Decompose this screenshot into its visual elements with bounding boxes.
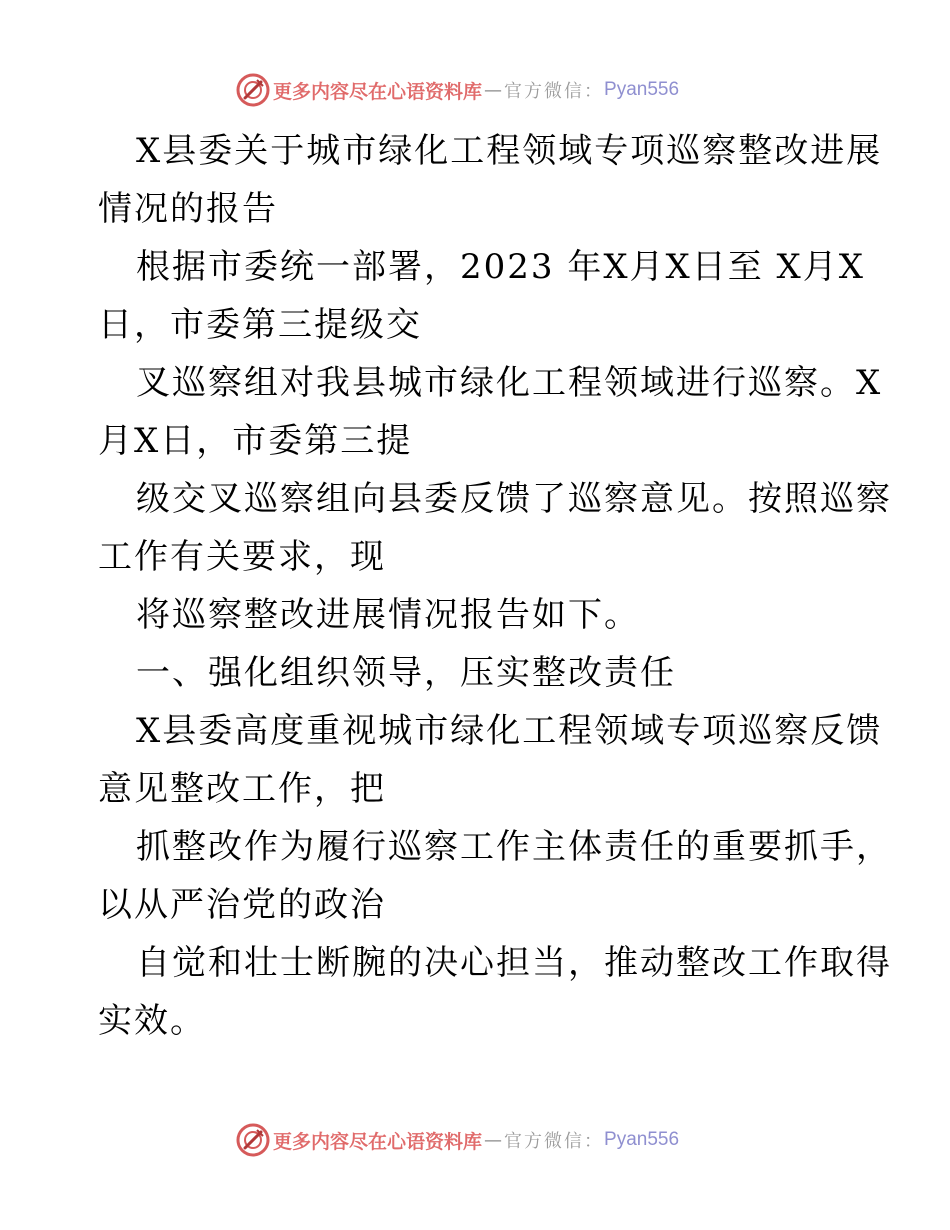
watermark-text: 更多内容尽在心语资料库	[273, 1130, 483, 1153]
watermark-dash: —	[484, 1129, 503, 1151]
paragraph-line: 工作有关要求，现	[98, 537, 386, 577]
watermark-label: 官方微信：	[504, 81, 605, 102]
paragraph-line: 意见整改工作，把	[98, 769, 386, 809]
section-heading: 一、强化组织领导，压实整改责任	[136, 653, 676, 693]
watermark-header	[235, 72, 679, 108]
logo-icon	[235, 72, 271, 108]
watermark-footer	[235, 1122, 679, 1158]
watermark-id: Pyan556	[604, 79, 680, 100]
paragraph-line: 将巡察整改进展情况报告如下。	[136, 595, 640, 635]
paragraph-line: 抓整改作为履行巡察工作主体责任的重要抓手，	[136, 827, 892, 867]
paragraph-line: 实效。	[98, 1001, 206, 1041]
paragraph-line: 日，市委第三提级交	[98, 305, 422, 345]
paragraph-line: 叉巡察组对我县城市绿化工程领域进行巡察。X	[136, 363, 883, 403]
paragraph-line: 根据市委统一部署，2023 年X月X日至 X月X	[136, 247, 865, 287]
paragraph-line: 月X日，市委第三提	[98, 421, 413, 461]
watermark-text: 更多内容尽在心语资料库	[273, 80, 483, 103]
document-title-line: 情况的报告	[98, 189, 278, 229]
document-body	[98, 122, 892, 1050]
paragraph-line: X县委高度重视城市绿化工程领域专项巡察反馈	[136, 711, 883, 751]
watermark-id: Pyan556	[604, 1129, 680, 1150]
logo-icon	[235, 1122, 271, 1158]
paragraph-line: 自觉和壮士断腕的决心担当，推动整改工作取得	[136, 943, 892, 983]
paragraph-line: 以从严治党的政治	[98, 885, 386, 925]
paragraph-line: 级交叉巡察组向县委反馈了巡察意见。按照巡察	[136, 479, 892, 519]
watermark-label: 官方微信：	[504, 1131, 605, 1152]
document-title-line: X县委关于城市绿化工程领域专项巡察整改进展	[136, 131, 883, 171]
watermark-dash: —	[484, 79, 503, 101]
